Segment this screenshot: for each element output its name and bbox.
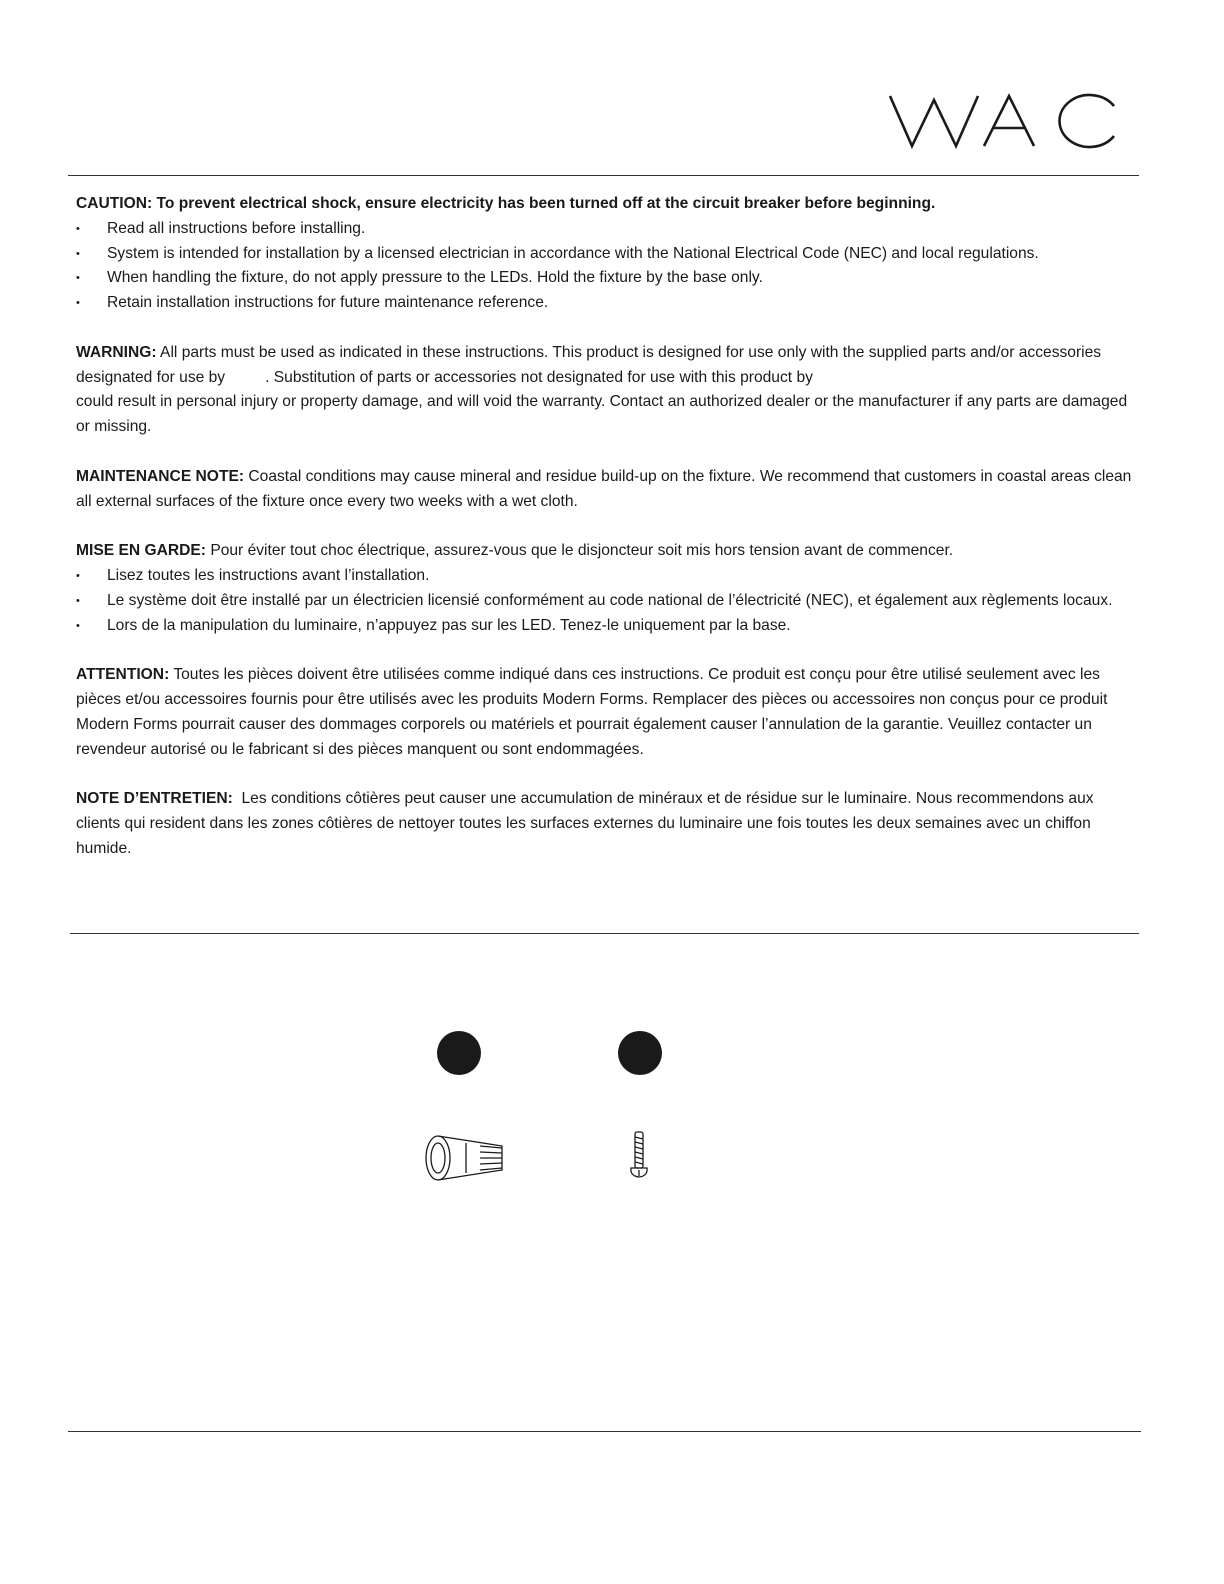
instructions-body (76, 192, 1136, 862)
part-marker-1 (437, 1031, 481, 1075)
list-item: • System is intended for installation by a licensed electrician in accordance with the National Electrical Code (NEC) and local regulations. (76, 242, 1136, 267)
list-item: • Lors de la manipulation du luminaire, n’appuyez pas sur les LED. Tenez-le uniquement par la base. (76, 614, 1136, 639)
part-marker-2 (618, 1031, 662, 1075)
list-item: • When handling the fixture, do not apply pressure to the LEDs. Hold the fixture by the base only. (76, 266, 1136, 291)
note-entretien-label: NOTE D’ENTRETIEN: (76, 790, 233, 808)
list-item: • Retain installation instructions for future maintenance reference. (76, 291, 1136, 316)
screw-icon (626, 1130, 652, 1180)
caution-list (76, 217, 1136, 316)
wire-nut-icon (422, 1134, 506, 1182)
note-entretien-paragraph (76, 787, 1136, 861)
attention-label: ATTENTION: (76, 666, 170, 684)
warning-paragraph (76, 341, 1136, 440)
note-entretien-text: Les conditions côtières peut causer une accumulation de minéraux et de résidue sur le luminaire. Nous recommendons aux clients qui resident dans les zones côtières de nettoyer toutes les surfaces externes du luminaire une fois toutes les deux semaines avec un chiffon humide. (76, 790, 1094, 857)
warning-text-2: . Substitution of parts or accessories not designated for use with this product by (265, 368, 813, 386)
attention-text: Toutes les pièces doivent être utilisées comme indiqué dans ces instructions. Ce produit est conçu pour être utilisé seulement avec les pièces et/ou accessoires fournis pour être utilisés avec les produits Modern Forms. Remplacer des pièces ou accessoires non conçus pour ce produit Modern Forms pourrait causer des dommages corporels ou matériels et pourrait également causer l’annulation de la garantie. Veuillez contacter un revendeur autorisé ou le fabricant si des pièces manquent ou sont endommagées. (76, 666, 1108, 758)
list-item: • Lisez toutes les instructions avant l’installation. (76, 564, 1136, 589)
mise-en-garde-list (76, 564, 1136, 638)
mise-en-garde-text: Pour éviter tout choc électrique, assurez-vous que le disjoncteur soit mis hors tension avant de commencer. (210, 542, 954, 560)
wac-logo (886, 88, 1122, 152)
warning-label: WARNING: (76, 343, 157, 361)
warning-text-3: could result in personal injury or property damage, and will void the warranty. Contact an authorized dealer or the manufacturer if any parts are damaged or missing. (76, 393, 1128, 436)
maintenance-paragraph (76, 465, 1136, 515)
list-item: • Le système doit être installé par un électricien licensié conformément au code national de l’électricité (NEC), et également aux règlements locaux. (76, 589, 1136, 614)
maintenance-label: MAINTENANCE NOTE: (76, 467, 245, 485)
attention-paragraph (76, 663, 1136, 762)
top-rule (68, 175, 1139, 176)
maintenance-text: Coastal conditions may cause mineral and residue build-up on the fixture. We recommend that customers in coastal areas clean all external surfaces of the fixture once every two weeks with a wet cloth. (76, 467, 1132, 510)
middle-rule (70, 933, 1139, 934)
mise-en-garde-paragraph (76, 539, 1136, 564)
mise-en-garde-label: MISE EN GARDE: (76, 542, 206, 560)
warning-text-1: All parts must be used as indicated in these instructions. This product is designed for use only with the supplied parts and/or accessories designated for use by (76, 343, 1102, 386)
caution-heading: CAUTION: To prevent electrical shock, ensure electricity has been turned off at the circuit breaker before beginning. (76, 195, 936, 212)
list-item: • Read all instructions before installing. (76, 217, 1136, 242)
bottom-rule (68, 1431, 1141, 1432)
